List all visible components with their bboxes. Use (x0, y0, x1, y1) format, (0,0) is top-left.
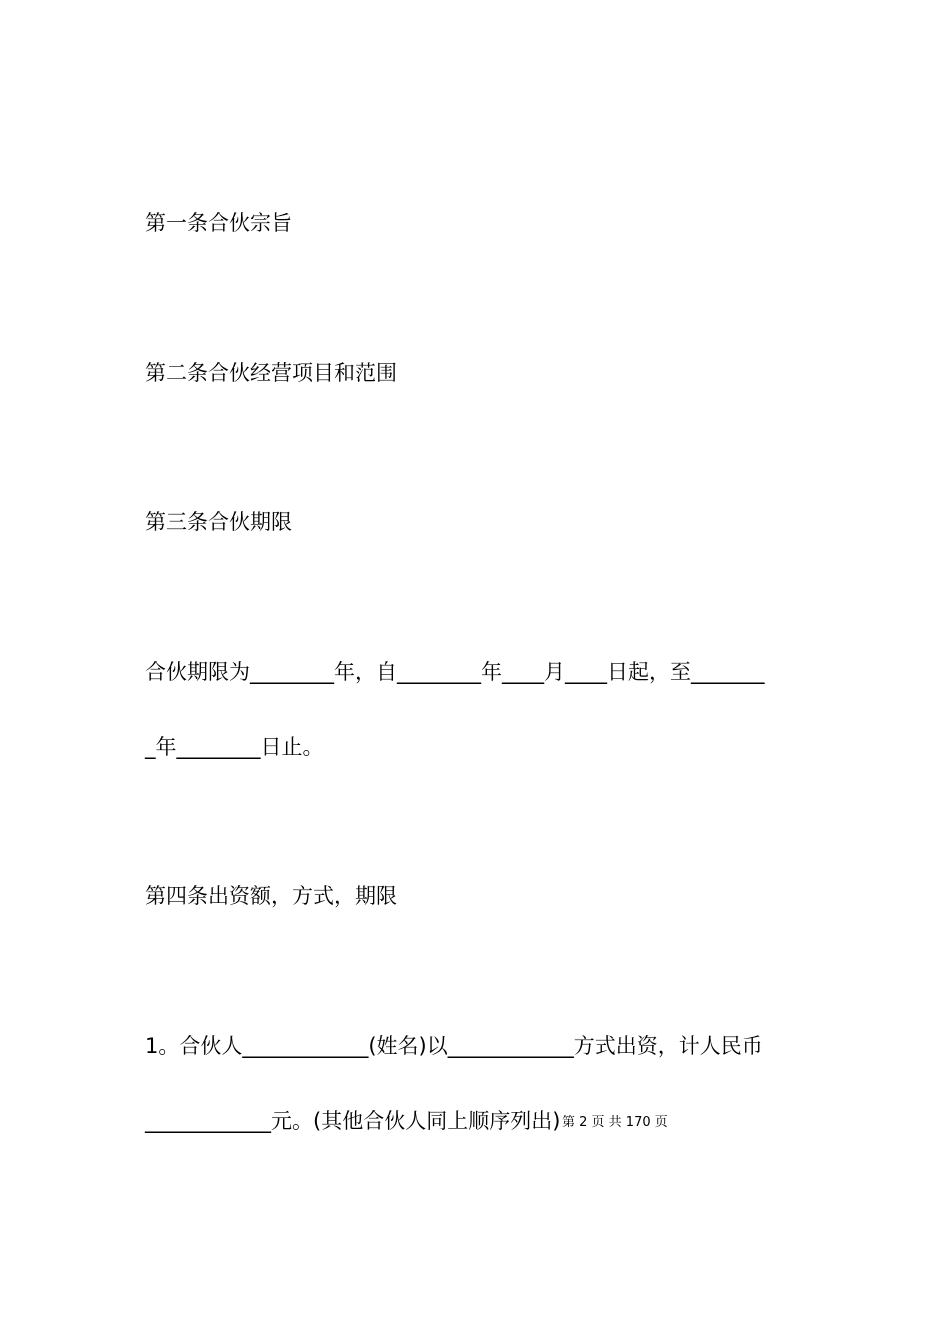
article-3-heading: 第三条合伙期限 (145, 510, 292, 534)
contribution-text-line-1: 1。合伙人____________(姓名)以____________方式出资，计人民币 (145, 1034, 763, 1058)
term-text-line-1: 合伙期限为________年，自________年____月____日起，至_______ (145, 660, 765, 684)
article-4-heading: 第四条出资额，方式，期限 (145, 884, 397, 908)
article-1-heading: 第一条合伙宗旨 (145, 211, 292, 235)
contribution-text-line-2: ____________元。(其他合伙人同上顺序列出) (145, 1109, 561, 1133)
page-number-footer: 第 2 页 共 170 页 (562, 1115, 668, 1130)
article-2-heading: 第二条合伙经营项目和范围 (145, 361, 397, 385)
term-text-line-2: _年________日止。 (145, 735, 324, 759)
